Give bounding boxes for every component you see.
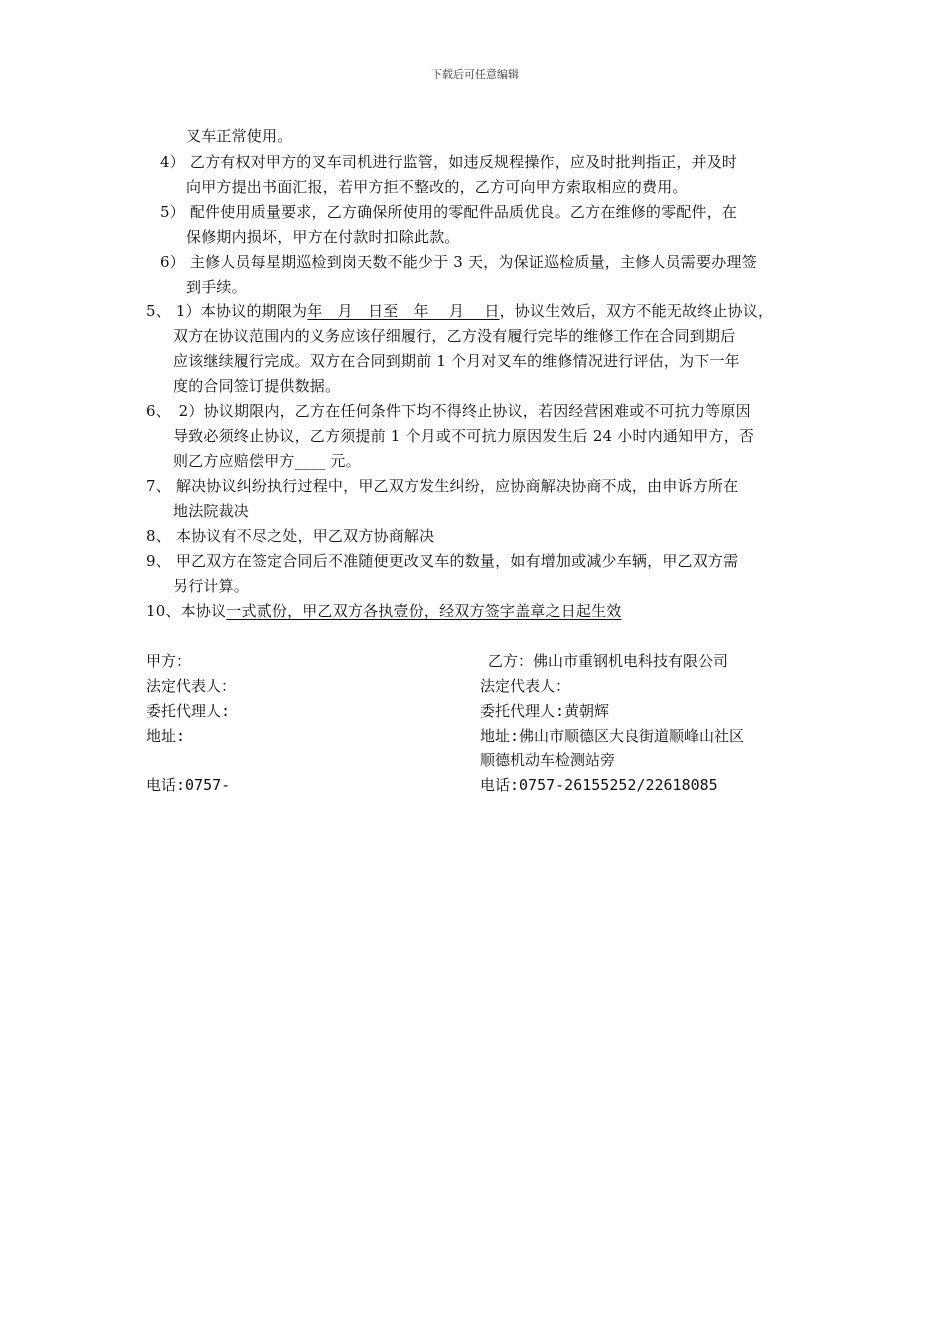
clause-line: 向甲方提出书面汇报，若甲方拒不整改的，乙方可向甲方索取相应的费用。: [186, 178, 688, 196]
article-6: 6、 2）协议期限内，乙方在任何条件下均不得终止协议，若因经营困难或不可抗力等原因: [146, 402, 751, 420]
party-a-agent: 委托代理人:: [146, 702, 231, 720]
clause-line: 双方在协议范围内的义务应该仔细履行，乙方没有履行完毕的维修工作在合同到期后: [173, 327, 736, 345]
party-a-label: 甲方：: [146, 652, 192, 670]
party-b-address-line2: 顺德机动车检测站旁: [480, 751, 616, 769]
article-5-lead: 5、 1）本协议的期限为: [146, 302, 308, 320]
article-7: 7、 解决协议纠纷执行过程中，甲乙双方发生纠纷，应协商解决协商不成，由申诉方所在: [146, 477, 739, 495]
term-dates-blank: 年 月 日至 年 月 日: [307, 302, 500, 320]
article-8: 8、 本协议有不尽之处，甲乙双方协商解决: [146, 527, 435, 545]
clause-item-6: 6） 主修人员每星期巡检到岗天数不能少于 3 天，为保证巡检质量，主修人员需要办理签: [160, 253, 757, 271]
compensation-blank: ____: [294, 452, 326, 470]
clause-line: 叉车正常使用。: [186, 127, 293, 145]
compensation-lead: 则乙方应赔偿甲方: [173, 452, 295, 470]
clause-line: 保修期内损坏，甲方在付款时扣除此款。: [186, 228, 460, 246]
clause-line: 另行计算。: [173, 577, 250, 595]
article-5: [146, 301, 773, 321]
party-b-phone: 电话:0757-26155252/22618085: [480, 776, 718, 794]
party-a-phone: 电话:0757-: [146, 776, 231, 794]
clause-line: 到手续。: [186, 278, 247, 296]
clause-line: 地法院裁决: [173, 502, 250, 520]
party-b-label: 乙方：佛山市重钢机电科技有限公司: [488, 652, 729, 670]
party-b-agent: 委托代理人:黄朝辉: [480, 702, 610, 720]
article-9: 9、 甲乙双方在签定合同后不准随便更改叉车的数量，如有增加或减少车辆，甲乙双方需: [146, 552, 739, 570]
party-b-address: 地址:佛山市顺德区大良街道顺峰山社区: [480, 727, 745, 745]
clause-item-4: 4） 乙方有权对甲方的叉车司机进行监管，如违反规程操作，应及时批判指正，并及时: [160, 153, 738, 171]
clause-line: [173, 451, 361, 471]
party-a-address: 地址:: [146, 727, 186, 745]
page-header: 下载后可任意编辑: [431, 68, 519, 81]
party-a-legal-rep: 法定代表人：: [146, 677, 237, 695]
clause-line: 导致必须终止协议，乙方须提前 1 个月或不可抗力原因发生后 24 小时内通知甲方，否: [173, 427, 755, 445]
article-10-underlined: 一式贰份，甲乙双方各执壹份，经双方签字盖章之日起生效: [226, 602, 622, 620]
clause-item-5: 5） 配件使用质量要求，乙方确保所使用的零配件品质优良。乙方在维修的零配件，在: [160, 203, 738, 221]
clause-line: 度的合同签订提供数据。: [173, 377, 341, 395]
party-b-legal-rep: 法定代表人：: [480, 677, 571, 695]
article-5-tail: ，协议生效后，双方不能无故终止协议，: [499, 302, 774, 320]
clause-line: 应该继续履行完成。双方在合同到期前 1 个月对叉车的维修情况进行评估，为下一年: [173, 352, 740, 370]
compensation-unit: 元。: [325, 452, 361, 470]
article-10-lead: 10、本协议: [146, 602, 227, 620]
article-10: [146, 601, 622, 621]
